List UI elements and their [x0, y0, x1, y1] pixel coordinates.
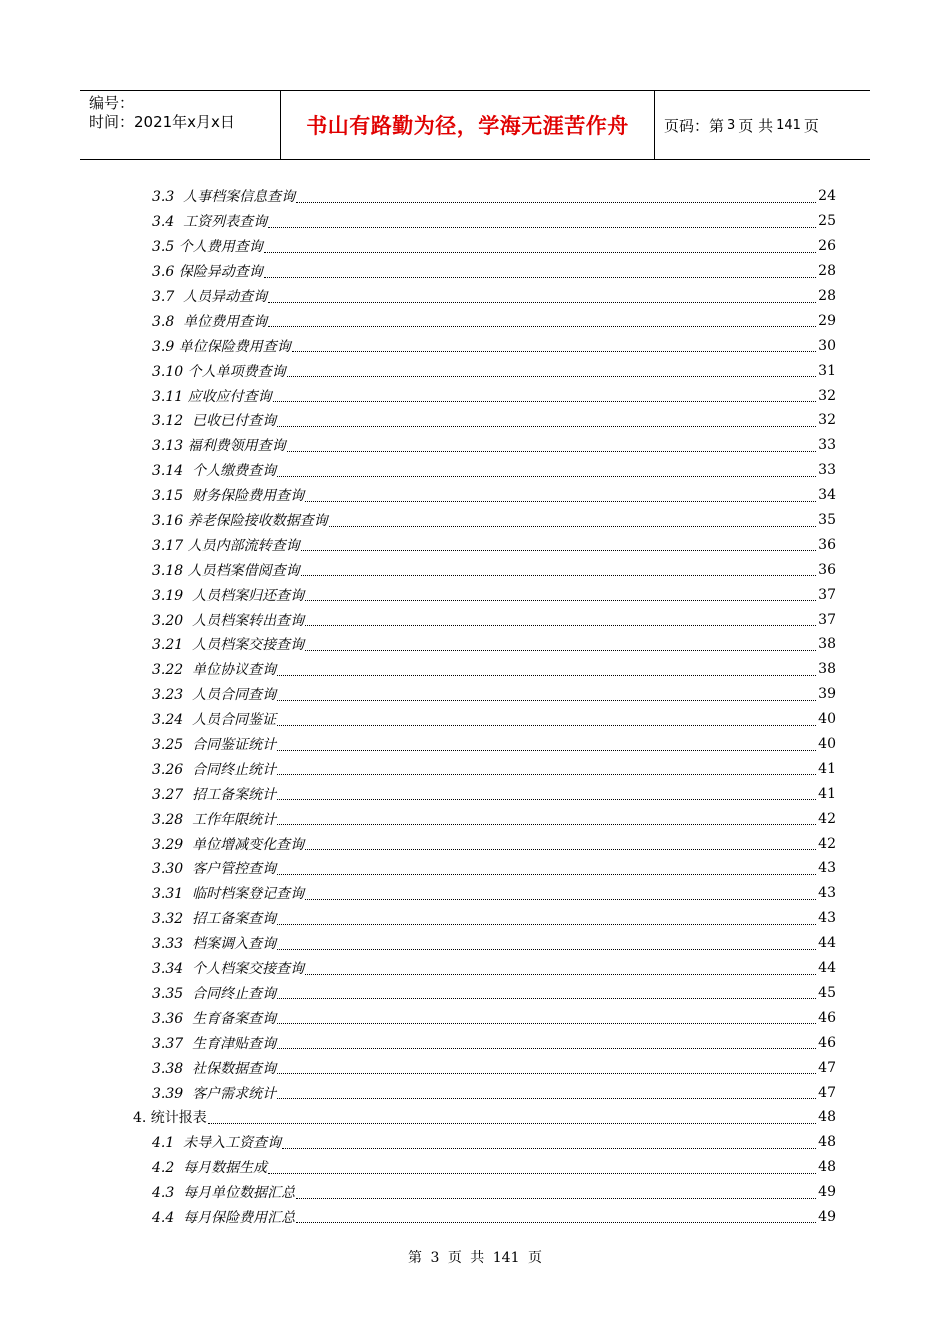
toc-entry-label: 3.24 人员合同鉴证	[152, 712, 277, 729]
page-footer	[0, 1247, 950, 1267]
toc-entry[interactable]	[152, 806, 836, 831]
toc-dot-leader	[277, 824, 816, 825]
toc-dot-leader	[277, 924, 816, 925]
toc-entry-page: 31	[818, 362, 836, 379]
toc-entry-label: 3.14 个人缴费查询	[152, 463, 277, 480]
toc-entry-page: 49	[818, 1184, 836, 1201]
toc-entry-label: 3.5 个人费用查询	[152, 239, 263, 256]
time-label: 时间：2021年x月x日	[89, 113, 235, 131]
page-prefix: 页码：第	[664, 116, 725, 135]
toc-dot-leader	[268, 227, 816, 228]
toc-entry[interactable]	[152, 284, 836, 309]
toc-entry-page: 32	[818, 387, 836, 404]
toc-entry-label: 3.10 个人单项费查询	[152, 363, 286, 380]
toc-entry-page: 48	[818, 1159, 836, 1176]
toc-entry-label: 3.16 养老保险接收数据查询	[152, 513, 328, 530]
toc-entry-label: 3.13 福利费领用查询	[152, 438, 286, 455]
toc-entry-label: 3.33 档案调入查询	[152, 936, 277, 953]
toc-dot-leader	[277, 998, 816, 999]
toc-entry-page: 38	[818, 636, 836, 653]
toc-entry-page: 42	[818, 835, 836, 852]
toc-entry-page: 26	[818, 238, 836, 255]
toc-entry-page: 43	[818, 860, 836, 877]
toc-entry-label: 4.3 每月单位数据汇总	[152, 1185, 296, 1202]
toc-entry-page: 28	[818, 288, 836, 304]
toc-entry-label: 3.22 单位协议查询	[152, 662, 277, 679]
page-current: 3	[727, 117, 736, 133]
toc-entry-label: 3.17 人员内部流转查询	[152, 537, 300, 554]
toc-entry-label: 3.27 招工备案统计	[152, 786, 277, 803]
toc-entry-page: 35	[818, 512, 836, 529]
toc-entry[interactable]	[152, 458, 836, 483]
toc-entry-label: 3.28 工作年限统计	[152, 811, 277, 828]
toc-entry[interactable]	[152, 184, 836, 209]
toc-entry[interactable]	[152, 383, 836, 408]
toc-entry-label: 3.8 单位费用查询	[152, 313, 268, 330]
toc-dot-leader	[264, 277, 816, 278]
toc-entry[interactable]	[152, 483, 836, 508]
toc-entry[interactable]	[152, 1080, 836, 1105]
toc-entry[interactable]	[152, 358, 836, 383]
toc-entry[interactable]	[152, 1030, 836, 1055]
toc-entry-page: 33	[818, 462, 836, 479]
page-suffix: 页	[803, 116, 819, 135]
toc-entry[interactable]	[152, 981, 836, 1006]
toc-entry[interactable]	[152, 209, 836, 234]
toc-entry[interactable]	[152, 956, 836, 981]
toc-entry[interactable]	[152, 657, 836, 682]
toc-entry-page: 47	[818, 1084, 836, 1101]
toc-entry-label: 3.23 人员合同查询	[152, 687, 277, 704]
toc-entry[interactable]	[152, 1130, 836, 1155]
toc-entry[interactable]	[152, 1155, 836, 1180]
toc-entry-page: 40	[818, 711, 836, 728]
toc-entry-label: 3.15 财务保险费用查询	[152, 488, 305, 505]
toc-entry[interactable]	[152, 308, 836, 333]
toc-entry-label: 3.18 人员档案借阅查询	[152, 562, 300, 579]
toc-entry-page: 32	[818, 412, 836, 429]
toc-entry-label: 3.31 临时档案登记查询	[152, 886, 305, 903]
toc-dot-leader	[277, 774, 816, 775]
toc-entry-page: 45	[818, 984, 836, 1001]
page-header	[80, 90, 870, 160]
toc-dot-leader	[287, 451, 817, 452]
toc-dot-leader	[277, 675, 816, 676]
toc-entry-page: 41	[818, 785, 836, 802]
toc-dot-leader	[305, 625, 816, 626]
toc-dot-leader	[282, 1148, 816, 1149]
toc-entry-label: 4.4 每月保险费用汇总	[152, 1209, 296, 1226]
toc-entry[interactable]	[152, 856, 836, 881]
toc-entry[interactable]	[152, 1205, 836, 1230]
toc-dot-leader	[305, 974, 816, 975]
page-total: 141	[776, 117, 801, 133]
toc-entry-page: 49	[818, 1208, 836, 1225]
toc-entry[interactable]	[152, 1180, 836, 1205]
toc-entry[interactable]	[152, 756, 836, 781]
toc-dot-leader	[277, 476, 816, 477]
toc-entry-page: 36	[818, 561, 836, 578]
toc-dot-leader	[287, 376, 817, 377]
toc-entry-label: 4. 统计报表	[133, 1110, 207, 1127]
toc-dot-leader	[268, 302, 816, 303]
toc-entry-label: 3.21 人员档案交接查询	[152, 637, 305, 654]
toc-entry[interactable]	[152, 557, 836, 582]
toc-entry-label: 3.3 人事档案信息查询	[152, 189, 296, 206]
toc-entry-label: 3.32 招工备案查询	[152, 911, 277, 928]
toc-dot-leader	[296, 1222, 816, 1223]
toc-entry-page: 34	[818, 487, 836, 504]
toc-entry-page: 25	[818, 213, 836, 230]
footer-mid: 页 共	[447, 1250, 485, 1266]
toc-entry-page: 46	[818, 1009, 836, 1026]
toc-entry-label: 3.37 生育津贴查询	[152, 1035, 277, 1052]
toc-dot-leader	[277, 725, 816, 726]
toc-entry-label: 3.20 人员档案转出查询	[152, 612, 305, 629]
toc-dot-leader	[277, 949, 816, 950]
toc-entry-page: 48	[818, 1109, 836, 1126]
toc-dot-leader	[277, 1048, 816, 1049]
toc-entry[interactable]	[152, 408, 836, 433]
footer-total: 141	[492, 1250, 520, 1266]
toc-dot-leader	[277, 1098, 816, 1099]
toc-entry-label: 3.36 生育备案查询	[152, 1010, 277, 1027]
toc-entry[interactable]	[152, 831, 836, 856]
toc-entry-page: 44	[818, 960, 836, 977]
toc-entry-page: 47	[818, 1059, 836, 1076]
header-page-cell	[655, 91, 870, 159]
toc-entry-label: 3.9 单位保险费用查询	[152, 338, 291, 355]
toc-entry-page: 37	[818, 586, 836, 603]
footer-suffix: 页	[527, 1250, 542, 1266]
toc-dot-leader	[277, 874, 816, 875]
toc-entry-label: 3.25 合同鉴证统计	[152, 737, 277, 754]
toc-entry[interactable]	[152, 781, 836, 806]
toc-entry[interactable]	[152, 234, 836, 259]
toc-dot-leader	[277, 799, 816, 800]
toc-entry-page: 44	[818, 935, 836, 952]
toc-dot-leader	[268, 326, 816, 327]
toc-dot-leader	[277, 426, 816, 427]
toc-dot-leader	[329, 526, 817, 527]
toc-entry-label: 3.11 应收应付查询	[152, 388, 272, 405]
toc-entry-label: 3.6 保险异动查询	[152, 264, 263, 281]
toc-entry[interactable]	[152, 532, 836, 557]
toc-dot-leader	[277, 700, 816, 701]
toc-entry-page: 48	[818, 1134, 836, 1151]
toc-entry-page: 37	[818, 611, 836, 628]
toc-dot-leader	[301, 550, 817, 551]
toc-entry-label: 4.2 每月数据生成	[152, 1160, 268, 1177]
toc-entry[interactable]	[152, 508, 836, 533]
toc-dot-leader	[277, 1023, 816, 1024]
toc-dot-leader	[296, 1198, 816, 1199]
toc-entry-label: 3.7 人员异动查询	[152, 289, 268, 305]
toc-entry-page: 42	[818, 810, 836, 827]
toc-entry-page: 24	[818, 188, 836, 205]
toc-entry-page: 28	[818, 263, 836, 280]
toc-dot-leader	[273, 401, 817, 402]
header-motto-cell	[281, 91, 655, 159]
toc-entry-label: 3.34 个人档案交接查询	[152, 961, 305, 978]
toc-entry-label: 3.29 单位增减变化查询	[152, 836, 305, 853]
toc-dot-leader	[301, 575, 817, 576]
toc-entry-page: 40	[818, 736, 836, 753]
toc-entry[interactable]	[152, 632, 836, 657]
toc-entry[interactable]	[152, 582, 836, 607]
toc-dot-leader	[305, 849, 816, 850]
toc-entry-label: 3.19 人员档案归还查询	[152, 587, 305, 604]
toc-dot-leader	[296, 202, 816, 203]
motto-text: 书山有路勤为径，学海无涯苦作舟	[306, 114, 629, 138]
header-left-cell	[80, 91, 281, 159]
footer-prefix: 第	[408, 1250, 423, 1266]
toc-entry-label: 3.30 客户管控查询	[152, 861, 277, 878]
toc-entry-label: 3.35 合同终止查询	[152, 985, 277, 1002]
toc-entry-page: 30	[818, 337, 836, 354]
toc-entry[interactable]	[152, 433, 836, 458]
toc-entry[interactable]	[152, 682, 836, 707]
table-of-contents	[0, 184, 950, 1229]
toc-entry[interactable]	[152, 259, 836, 284]
toc-entry[interactable]	[152, 1005, 836, 1030]
toc-entry[interactable]	[152, 1055, 836, 1080]
toc-entry-page: 29	[818, 312, 836, 329]
toc-entry-page: 46	[818, 1034, 836, 1051]
toc-entry[interactable]	[152, 732, 836, 757]
toc-entry-label: 4.1 未导入工资查询	[152, 1135, 282, 1152]
toc-entry-page: 38	[818, 661, 836, 678]
toc-entry-label: 3.39 客户需求统计	[152, 1085, 277, 1102]
toc-entry-page: 43	[818, 910, 836, 927]
toc-dot-leader	[292, 351, 816, 352]
toc-entry-label: 3.26 合同终止统计	[152, 761, 277, 778]
toc-entry-page: 33	[818, 437, 836, 454]
toc-dot-leader	[305, 650, 816, 651]
toc-entry[interactable]	[152, 906, 836, 931]
toc-entry[interactable]	[152, 931, 836, 956]
toc-entry-page: 39	[818, 686, 836, 703]
toc-dot-leader	[208, 1123, 816, 1124]
toc-dot-leader	[268, 1173, 816, 1174]
page-mid: 页 共	[738, 116, 774, 135]
toc-entry[interactable]	[152, 607, 836, 632]
toc-entry-page: 43	[818, 885, 836, 902]
toc-entry-label: 3.4 工资列表查询	[152, 214, 268, 231]
toc-dot-leader	[277, 1073, 816, 1074]
toc-entry-page: 36	[818, 536, 836, 553]
toc-entry-label: 3.12 已收已付查询	[152, 413, 277, 430]
toc-entry[interactable]	[152, 707, 836, 732]
toc-entry-label: 3.38 社保数据查询	[152, 1060, 277, 1077]
toc-dot-leader	[305, 600, 816, 601]
toc-entry[interactable]	[152, 333, 836, 358]
toc-entry-page: 41	[818, 760, 836, 777]
toc-entry[interactable]	[133, 1105, 836, 1130]
footer-current: 3	[430, 1250, 440, 1266]
toc-dot-leader	[305, 899, 816, 900]
toc-entry[interactable]	[152, 881, 836, 906]
toc-dot-leader	[264, 252, 816, 253]
serial-label: 编号：	[89, 94, 135, 112]
toc-dot-leader	[305, 501, 816, 502]
toc-dot-leader	[277, 750, 816, 751]
